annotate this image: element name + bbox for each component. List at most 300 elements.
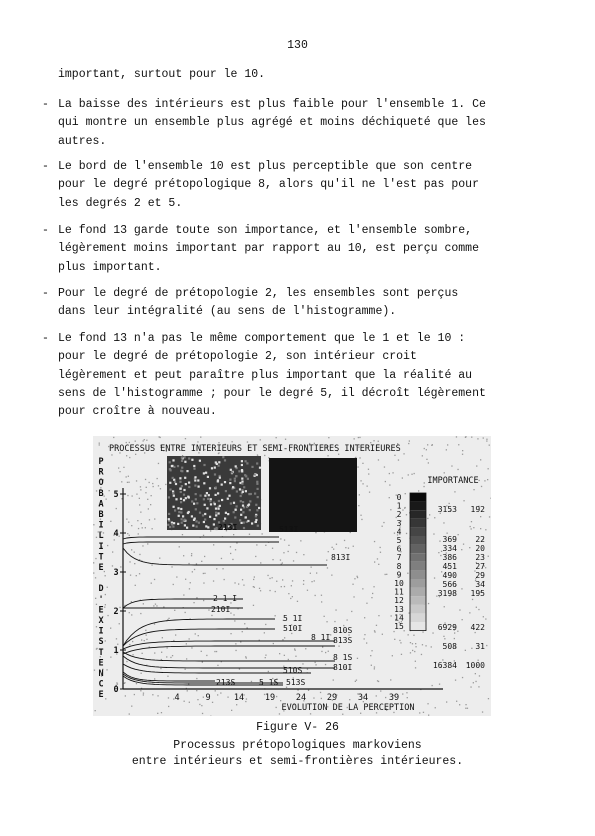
- texture-pixel: [257, 525, 259, 527]
- texture-pixel: [213, 518, 215, 520]
- histogram-level: 3: [396, 518, 402, 528]
- importance-value-b: 422: [470, 623, 485, 632]
- texture-pixel: [181, 485, 183, 487]
- texture-pixel: [207, 498, 209, 500]
- histogram-level: 7: [396, 553, 402, 563]
- texture-pixel: [203, 472, 205, 474]
- caption-line-2: entre intérieurs et semi-frontières intérieures.: [131, 755, 464, 768]
- noise-dot: [202, 662, 203, 663]
- texture-pixel: [219, 505, 221, 507]
- noise-dot: [348, 548, 349, 549]
- noise-dot: [135, 585, 136, 586]
- texture-pixel: [246, 506, 248, 508]
- noise-dot: [302, 663, 303, 664]
- caption-line-1: Processus prétopologiques markoviens: [173, 739, 422, 752]
- noise-dot: [478, 609, 479, 610]
- texture-pixel: [215, 487, 217, 489]
- curve-label: 810S: [333, 626, 353, 635]
- vertical-label-char: R: [98, 467, 104, 478]
- noise-dot: [189, 702, 190, 703]
- noise-dot: [245, 656, 246, 657]
- noise-dot: [213, 544, 214, 545]
- histogram-level: 1: [396, 501, 402, 511]
- texture-pixel: [215, 494, 217, 496]
- noise-dot: [129, 644, 130, 645]
- noise-dot: [411, 474, 412, 475]
- texture-pixel: [242, 501, 244, 503]
- noise-dot: [361, 519, 362, 520]
- noise-dot: [480, 516, 481, 517]
- noise-dot: [201, 651, 202, 652]
- noise-dot: [129, 535, 130, 536]
- noise-dot: [385, 697, 386, 698]
- importance-value-a: 490: [442, 571, 457, 580]
- noise-dot: [391, 615, 392, 616]
- noise-dot: [488, 468, 489, 469]
- texture-pixel: [180, 488, 182, 490]
- noise-dot: [313, 697, 314, 698]
- noise-dot: [158, 463, 159, 464]
- noise-dot: [120, 566, 121, 567]
- noise-dot: [153, 486, 154, 487]
- noise-dot: [95, 598, 96, 599]
- noise-dot: [141, 523, 142, 524]
- bullet-text: [58, 222, 479, 277]
- noise-dot: [170, 657, 171, 658]
- noise-dot: [280, 700, 281, 701]
- texture-pixel: [256, 474, 258, 476]
- noise-dot: [149, 519, 150, 520]
- noise-dot: [244, 623, 245, 624]
- vertical-label-char: I: [98, 626, 104, 637]
- texture-pixel: [193, 465, 195, 467]
- histogram-level: 13: [394, 604, 404, 614]
- noise-dot: [413, 635, 414, 636]
- noise-dot: [402, 477, 403, 478]
- noise-dot: [186, 658, 187, 659]
- histogram-gray-bar: [410, 605, 426, 614]
- noise-dot: [202, 713, 203, 714]
- noise-dot: [96, 648, 97, 649]
- vertical-label-char: I: [98, 520, 104, 531]
- noise-dot: [357, 658, 358, 659]
- noise-dot: [253, 579, 254, 580]
- texture-pixel: [254, 493, 256, 495]
- page-number: 130: [287, 39, 308, 52]
- noise-dot: [415, 661, 416, 662]
- noise-dot: [412, 650, 413, 651]
- noise-dot: [134, 694, 135, 695]
- bullet-line: pour le degré prétopologique 8, alors qu'il ne l'est pas pour: [58, 178, 479, 192]
- noise-dot: [260, 562, 261, 563]
- noise-dot: [288, 593, 289, 594]
- noise-dot: [393, 631, 394, 632]
- noise-dot: [203, 573, 204, 574]
- curve-513I: [123, 537, 279, 539]
- noise-dot: [378, 681, 379, 682]
- texture-pixel: [234, 516, 236, 518]
- noise-dot: [140, 512, 141, 513]
- noise-dot: [159, 558, 160, 559]
- texture-pixel: [256, 509, 258, 511]
- noise-dot: [151, 583, 152, 584]
- noise-dot: [284, 586, 285, 587]
- texture-pixel: [194, 518, 196, 520]
- noise-dot: [124, 683, 125, 684]
- noise-dot: [321, 651, 322, 652]
- noise-dot: [425, 645, 426, 646]
- histogram-gray-bar: [410, 579, 426, 588]
- texture-pixel: [195, 493, 197, 495]
- noise-dot: [235, 643, 236, 644]
- noise-dot: [265, 655, 266, 656]
- noise-dot: [131, 706, 132, 707]
- noise-dot: [104, 496, 105, 497]
- texture-pixel: [182, 515, 184, 517]
- curve-label: 510I: [283, 624, 303, 633]
- noise-dot: [112, 565, 113, 566]
- noise-dot: [353, 596, 354, 597]
- texture-pixel: [235, 465, 237, 467]
- texture-pixel: [192, 525, 194, 527]
- texture-pixel: [230, 469, 232, 471]
- noise-dot: [284, 539, 285, 540]
- noise-dot: [487, 479, 488, 480]
- noise-dot: [362, 483, 363, 484]
- noise-dot: [233, 614, 234, 615]
- noise-dot: [324, 616, 325, 617]
- noise-dot: [282, 639, 283, 640]
- bullet-line: légèrement moins important par rapport au 10, est perçu comme: [58, 242, 479, 256]
- noise-dot: [357, 466, 358, 467]
- texture-pixel: [211, 467, 213, 469]
- noise-dot: [434, 577, 435, 578]
- noise-dot: [374, 630, 375, 631]
- noise-dot: [279, 653, 280, 654]
- curve-label: 210I: [211, 605, 231, 614]
- noise-dot: [105, 640, 106, 641]
- vertical-label-char: B: [98, 488, 104, 499]
- noise-dot: [238, 583, 239, 584]
- importance-value-a: 508: [442, 642, 457, 651]
- importance-value-a: 451: [442, 562, 457, 571]
- texture-pixel: [183, 494, 185, 496]
- noise-dot: [206, 655, 207, 656]
- noise-dot: [328, 551, 329, 552]
- texture-pixel: [249, 500, 251, 502]
- histogram-level: 2: [396, 510, 402, 520]
- noise-dot: [451, 465, 452, 466]
- noise-dot: [384, 466, 385, 467]
- importance-header: IMPORTANCE: [427, 476, 479, 486]
- noise-dot: [104, 607, 105, 608]
- noise-dot: [471, 437, 472, 438]
- noise-dot: [276, 437, 277, 438]
- noise-dot: [456, 436, 457, 437]
- noise-dot: [192, 571, 193, 572]
- noise-dot: [251, 681, 252, 682]
- texture-pixel: [255, 521, 257, 523]
- bullet-line: autres.: [58, 134, 107, 148]
- texture-pixel: [169, 461, 171, 463]
- noise-dot: [415, 643, 416, 644]
- x-tick-label: 29: [326, 693, 338, 703]
- noise-dot: [475, 632, 476, 633]
- noise-dot: [105, 698, 106, 699]
- texture-pixel: [238, 470, 240, 472]
- texture-pixel: [218, 461, 220, 463]
- texture-pixel: [194, 476, 196, 478]
- texture-pixel: [242, 505, 244, 507]
- importance-value-b: 23: [475, 553, 485, 562]
- texture-pixel: [177, 523, 179, 525]
- texture-pixel: [249, 509, 251, 511]
- bullet-line: plus important.: [58, 260, 162, 274]
- texture-pixel: [230, 502, 232, 504]
- importance-value-a: 334: [442, 544, 457, 553]
- noise-dot: [140, 690, 141, 691]
- noise-dot: [389, 497, 390, 498]
- noise-dot: [267, 575, 268, 576]
- texture-pixel: [203, 521, 205, 523]
- noise-dot: [360, 480, 361, 481]
- texture-pixel: [256, 481, 258, 483]
- noise-dot: [486, 439, 487, 440]
- noise-dot: [288, 659, 289, 660]
- noise-dot: [171, 566, 172, 567]
- texture-pixel: [241, 464, 243, 466]
- noise-dot: [394, 533, 395, 534]
- noise-dot: [99, 444, 100, 445]
- x-tick-label: 14: [233, 693, 245, 703]
- texture-pixel: [242, 511, 244, 513]
- bullet-line: pour croître à nouveau.: [58, 405, 217, 419]
- noise-dot: [439, 684, 440, 685]
- texture-pixel: [180, 508, 182, 510]
- noise-dot: [246, 657, 247, 658]
- noise-dot: [189, 588, 190, 589]
- texture-pixel: [169, 526, 171, 528]
- curve-label: 5 1S: [259, 678, 279, 687]
- texture-pixel: [259, 467, 261, 469]
- noise-dot: [473, 682, 474, 683]
- noise-dot: [191, 553, 192, 554]
- texture-pixel: [243, 486, 245, 488]
- noise-dot: [297, 601, 298, 602]
- noise-dot: [331, 575, 332, 576]
- texture-pixel: [223, 520, 225, 522]
- figure-title: PROCESSUS ENTRE INTERIEURS ET SEMI-FRONTIERES INTERIEURES: [109, 444, 401, 454]
- noise-dot: [210, 530, 211, 531]
- noise-dot: [183, 594, 184, 595]
- noise-dot: [232, 441, 233, 442]
- noise-dot: [107, 615, 108, 616]
- noise-dot: [129, 612, 130, 613]
- noise-dot: [222, 568, 223, 569]
- noise-dot: [194, 569, 195, 570]
- noise-dot: [336, 544, 337, 545]
- texture-pixel: [183, 489, 185, 491]
- noise-dot: [269, 590, 270, 591]
- noise-dot: [275, 591, 276, 592]
- y-tick-label: 3: [113, 568, 119, 578]
- noise-dot: [142, 527, 143, 528]
- noise-dot: [328, 437, 329, 438]
- curve-813I: [123, 548, 327, 565]
- texture-pixel: [255, 519, 257, 521]
- noise-dot: [232, 559, 233, 560]
- noise-dot: [173, 584, 174, 585]
- texture-pixel: [177, 507, 179, 509]
- noise-dot: [273, 643, 274, 644]
- noise-dot: [96, 537, 97, 538]
- noise-dot: [394, 639, 395, 640]
- bullet-line: pour le degré de prétopologie 2, son intérieur croit: [58, 350, 417, 364]
- noise-dot: [440, 555, 441, 556]
- texture-pixel: [172, 492, 174, 494]
- texture-pixel: [184, 524, 186, 526]
- noise-dot: [249, 534, 250, 535]
- texture-pixel: [168, 496, 170, 498]
- texture-pixel: [193, 468, 195, 470]
- x-tick-label: 19: [264, 693, 276, 703]
- noise-dot: [196, 678, 197, 679]
- x-axis-label: EVOLUTION DE LA PERCEPTION: [281, 703, 415, 713]
- noise-dot: [482, 711, 483, 712]
- histogram-gray-bar: [410, 588, 426, 597]
- noise-dot: [143, 694, 144, 695]
- noise-dot: [284, 655, 285, 656]
- histogram-gray-bar: [410, 622, 426, 631]
- texture-pixel: [218, 512, 220, 514]
- noise-dot: [119, 471, 120, 472]
- vertical-label-char: O: [98, 478, 104, 489]
- noise-dot: [477, 438, 478, 439]
- noise-dot: [96, 604, 97, 605]
- texture-pixel: [173, 495, 175, 497]
- noise-dot: [290, 598, 291, 599]
- texture-pixel: [225, 512, 227, 514]
- noise-dot: [433, 533, 434, 534]
- noise-dot: [398, 459, 399, 460]
- y-tick-label: 2: [113, 607, 119, 617]
- noise-dot: [328, 651, 329, 652]
- noise-dot: [112, 551, 113, 552]
- noise-dot: [227, 697, 228, 698]
- texture-pixel: [241, 469, 243, 471]
- noise-dot: [426, 459, 427, 460]
- noise-dot: [201, 561, 202, 562]
- vertical-label-char: L: [98, 531, 104, 542]
- bullet-line: sens de l'histogramme ; pour le degré 5, il décroît légèrement: [58, 386, 486, 400]
- texture-pixel: [239, 519, 241, 521]
- noise-dot: [462, 454, 463, 455]
- noise-dot: [187, 690, 188, 691]
- noise-dot: [265, 657, 266, 658]
- noise-dot: [473, 527, 474, 528]
- texture-pixel: [234, 480, 236, 482]
- noise-dot: [357, 577, 358, 578]
- noise-dot: [288, 545, 289, 546]
- noise-dot: [188, 563, 189, 564]
- y-tick-label: 5: [113, 490, 119, 500]
- histogram-level: 0: [396, 493, 402, 502]
- importance-value-b: 34: [475, 580, 485, 589]
- vertical-label-char: E: [98, 605, 104, 616]
- noise-dot: [378, 615, 379, 616]
- noise-dot: [193, 602, 194, 603]
- noise-dot: [457, 631, 458, 632]
- noise-dot: [121, 481, 122, 482]
- x-tick-label: 24: [295, 693, 307, 703]
- noise-dot: [139, 504, 140, 505]
- noise-dot: [356, 680, 357, 681]
- noise-dot: [457, 469, 458, 470]
- noise-dot: [234, 620, 235, 621]
- bullet-line: Le fond 13 n'a pas le même comportement que le 1 et le 10 :: [58, 332, 466, 345]
- noise-dot: [146, 635, 147, 636]
- noise-dot: [126, 476, 127, 477]
- texture-pixel: [257, 496, 259, 498]
- texture-pixel: [188, 486, 190, 488]
- noise-dot: [234, 582, 235, 583]
- texture-pixel: [239, 482, 241, 484]
- noise-dot: [143, 440, 144, 441]
- vertical-label-char: P: [98, 457, 104, 467]
- texture-pixel: [185, 497, 187, 499]
- noise-dot: [359, 437, 360, 438]
- histogram-level: 6: [396, 544, 402, 554]
- texture-pixel: [255, 515, 257, 517]
- noise-dot: [458, 444, 459, 445]
- noise-dot: [454, 638, 455, 639]
- noise-dot: [314, 580, 315, 581]
- noise-dot: [382, 634, 383, 635]
- noise-dot: [446, 449, 447, 450]
- noise-dot: [105, 604, 106, 605]
- noise-dot: [305, 648, 306, 649]
- noise-dot: [272, 548, 273, 549]
- noise-dot: [431, 445, 432, 446]
- texture-pixel: [188, 482, 190, 484]
- noise-dot: [165, 484, 166, 485]
- importance-value-a: 3153: [437, 505, 457, 514]
- bullet-line: les degrés 2 et 5.: [58, 196, 183, 210]
- noise-dot: [217, 665, 218, 666]
- noise-dot: [95, 577, 96, 578]
- noise-dot: [246, 698, 247, 699]
- noise-dot: [333, 679, 334, 680]
- noise-dot: [154, 579, 155, 580]
- noise-dot: [107, 545, 108, 546]
- noise-dot: [135, 441, 136, 442]
- texture-pixel: [236, 490, 238, 492]
- noise-dot: [255, 556, 256, 557]
- noise-dot: [110, 657, 111, 658]
- noise-dot: [96, 490, 97, 491]
- histogram-gray-bar: [410, 510, 426, 519]
- noise-dot: [447, 444, 448, 445]
- figure-panel: [93, 436, 491, 716]
- noise-dot: [176, 576, 177, 577]
- noise-dot: [362, 463, 363, 464]
- noise-dot: [224, 579, 225, 580]
- noise-dot: [463, 500, 464, 501]
- noise-dot: [148, 508, 149, 509]
- noise-dot: [321, 595, 322, 596]
- texture-pixel: [234, 478, 236, 480]
- bullet-line: Le fond 13 garde toute son importance, et l'ensemble sombre,: [58, 224, 473, 237]
